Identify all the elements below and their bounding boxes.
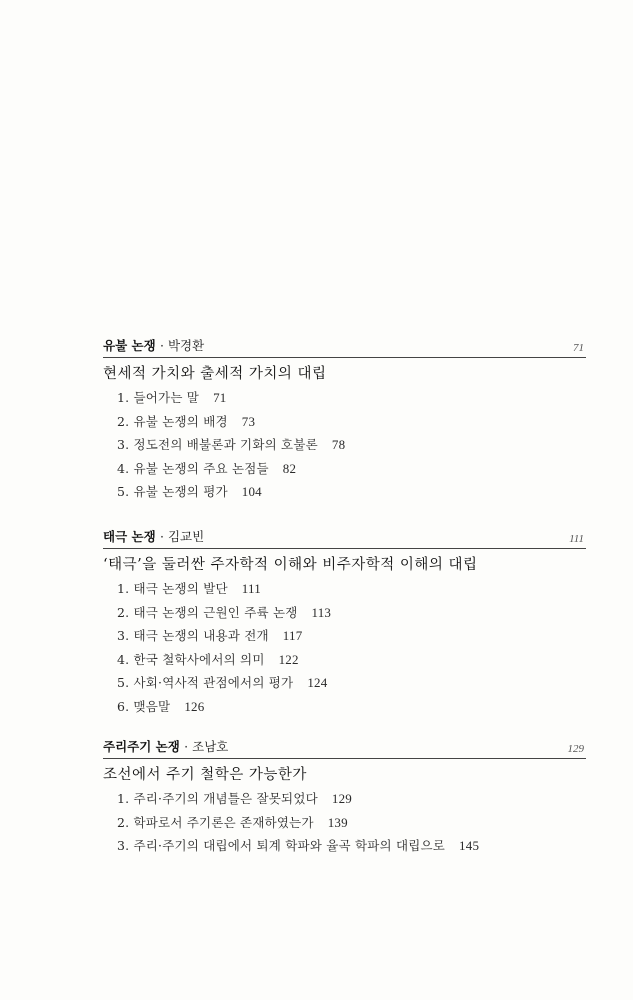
- chapter-item[interactable]: 1. 들어가는 말 71: [117, 390, 227, 405]
- chapter-page: 129: [331, 791, 352, 806]
- chapter-page: 124: [307, 675, 328, 690]
- chapter-page: 82: [282, 460, 297, 476]
- chapter-item[interactable]: 1. 태극 논쟁의 발단 111: [117, 581, 261, 596]
- section-header: [103, 736, 586, 759]
- chapter-item[interactable]: 2. 태극 논쟁의 근원인 주륙 논쟁 113: [117, 604, 332, 620]
- chapter-item[interactable]: 1. 주리·주기의 개념틀은 잘못되었다 129: [117, 791, 352, 806]
- section-title: 주리주기 논쟁 · 조남호: [103, 739, 229, 754]
- chapter-item[interactable]: 4. 유불 논쟁의 주요 논점들 82: [117, 460, 297, 476]
- chapter-list: [103, 577, 586, 718]
- toc-section-2: [103, 526, 586, 718]
- chapter-page: 145: [459, 838, 480, 853]
- chapter-page: 104: [241, 484, 262, 499]
- toc-section-3: [103, 736, 586, 858]
- chapter-item[interactable]: 4. 한국 철학사에서의 의미 122: [117, 651, 299, 667]
- chapter-item[interactable]: 2. 유불 논쟁의 배경 73: [117, 413, 256, 429]
- chapter-page: 126: [184, 698, 205, 714]
- section-author: · 조남호: [184, 739, 229, 754]
- section-author: · 김교빈: [160, 529, 205, 544]
- section-title: 유불 논쟁 · 박경환: [103, 338, 205, 353]
- chapter-list: [103, 787, 586, 858]
- section-title: 태극 논쟁 · 김교빈: [103, 529, 205, 544]
- chapter-page: 73: [241, 413, 256, 429]
- chapter-page: 139: [327, 814, 348, 830]
- section-start-page: 111: [569, 533, 584, 545]
- chapter-item[interactable]: 5. 사회·역사적 관점에서의 평가 124: [117, 675, 328, 690]
- section-subtitle: ‘태극’을 둘러싼 주자학적 이해와 비주자학적 이해의 대립: [103, 557, 478, 573]
- chapter-item[interactable]: 6. 맺음말 126: [117, 698, 205, 714]
- chapter-page: 71: [213, 390, 227, 405]
- chapter-page: 122: [278, 651, 299, 667]
- section-header: [103, 335, 586, 358]
- toc-section-1: [103, 335, 586, 504]
- chapter-page: 111: [241, 581, 261, 596]
- chapter-item[interactable]: 3. 정도전의 배불론과 기화의 호불론 78: [117, 437, 346, 452]
- section-start-page: 71: [573, 342, 584, 354]
- chapter-page: 78: [331, 437, 346, 452]
- section-start-page: 129: [567, 743, 584, 755]
- chapter-list: [103, 386, 586, 504]
- section-header: [103, 526, 586, 549]
- chapter-item[interactable]: 3. 주리·주기의 대립에서 퇴계 학파와 율곡 학파의 대립으로 145: [117, 838, 480, 853]
- chapter-page: 113: [311, 604, 332, 620]
- chapter-item[interactable]: 2. 학파로서 주기론은 존재하였는가 139: [117, 814, 348, 830]
- chapter-item[interactable]: 3. 태극 논쟁의 내용과 전개 117: [117, 628, 303, 643]
- section-author: · 박경환: [160, 338, 205, 353]
- section-subtitle: 현세적 가치와 출세적 가치의 대립: [103, 366, 327, 382]
- chapter-item[interactable]: 5. 유불 논쟁의 평가 104: [117, 484, 262, 499]
- section-subtitle: 조선에서 주기 철학은 가능한가: [103, 767, 307, 783]
- chapter-page: 117: [282, 628, 303, 643]
